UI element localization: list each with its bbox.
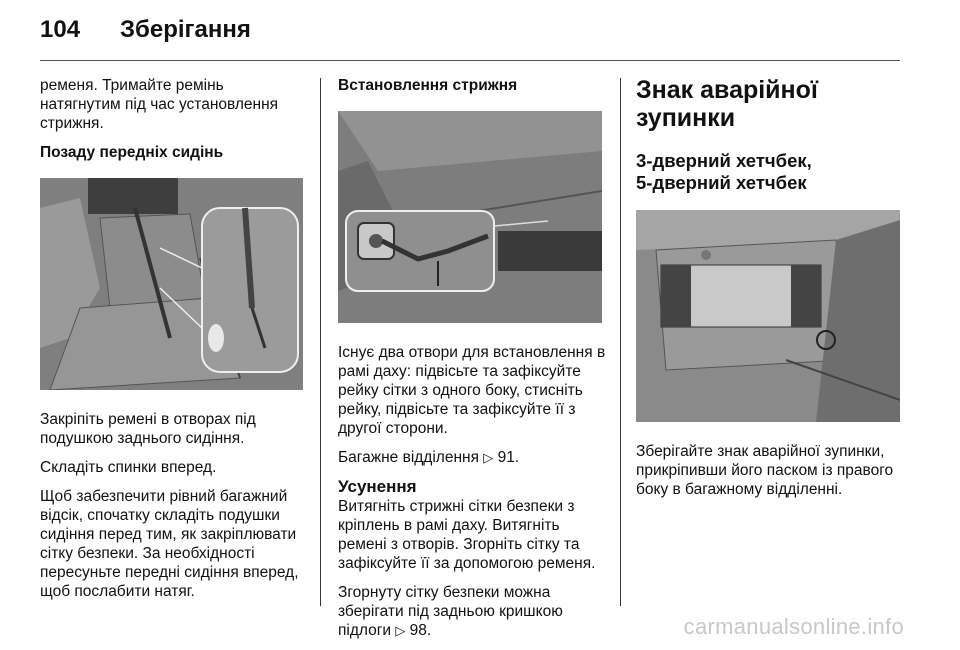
figure-warning-triangle-storage <box>636 210 900 422</box>
column-right <box>636 76 904 509</box>
paragraph: Закріпіть ремені в отворах під подушкою заднього сидіння. <box>40 411 256 447</box>
subtitle-line: 5-дверний хетчбек <box>636 172 807 193</box>
paragraph: Витягніть стрижні сітки безпеки з кріплень в рамі даху. Витягніть ремені з отворів. Згорніть сітку та зафіксуйте її за допомогою ременя. <box>338 498 596 572</box>
paragraph-reference <box>338 583 606 640</box>
paragraph: Щоб забезпечити рівний багажний відсік, спочатку складіть подушки сидіння перед тим, як закріплювати сітку безпеки. За необхідності пересуньте передні сидіння вперед, щоб послабити натяг. <box>40 488 299 600</box>
section-heading: Знак аварійної зупинки <box>636 76 818 132</box>
subtitle-line: 3-дверний хетчбек, <box>636 150 812 171</box>
paragraph: Зберігайте знак аварійної зупинки, прикріпивши його паском із правого боку в багажному відділенні. <box>636 443 894 498</box>
column-left <box>40 76 305 611</box>
column-divider <box>620 78 621 606</box>
subheading: Встановлення стрижня <box>338 77 518 94</box>
paragraph: ременя. Тримайте ремінь натягнутим під час установлення стрижня. <box>40 77 279 132</box>
figure-roof-rail-illustration <box>338 111 602 323</box>
column-middle <box>338 76 606 650</box>
subsection-heading: Усунення <box>338 477 417 496</box>
page-header <box>40 16 251 44</box>
paragraph-reference <box>338 448 606 467</box>
reference-page: 98. <box>409 622 432 639</box>
reference-page: 91. <box>497 449 520 466</box>
header-divider <box>40 60 900 61</box>
page-reference-icon: ▷ <box>395 623 406 638</box>
paragraph: Існує два отвори для встановлення в рамі даху: підвісьте та зафіксуйте рейку сітки з одного боку, стисніть рейку, підвісьте та зафіксуйте її з другої сторони. <box>338 344 606 437</box>
page-number: 104 <box>40 16 81 43</box>
reference-text: Багажне відділення <box>338 449 479 466</box>
subheading: Позаду передніх сидінь <box>40 144 224 161</box>
section-title: Зберігання <box>120 16 251 43</box>
page-reference-icon: ▷ <box>483 450 494 465</box>
subsection-heading <box>636 150 904 194</box>
column-divider <box>320 78 321 606</box>
paragraph: Складіть спинки вперед. <box>40 459 217 476</box>
reference-text: Згорнуту сітку безпеки можна зберігати під задньою кришкою підлоги <box>338 584 563 639</box>
figure-seat-belt-illustration <box>40 178 303 390</box>
watermark: carmanualsonline.info <box>683 614 904 639</box>
